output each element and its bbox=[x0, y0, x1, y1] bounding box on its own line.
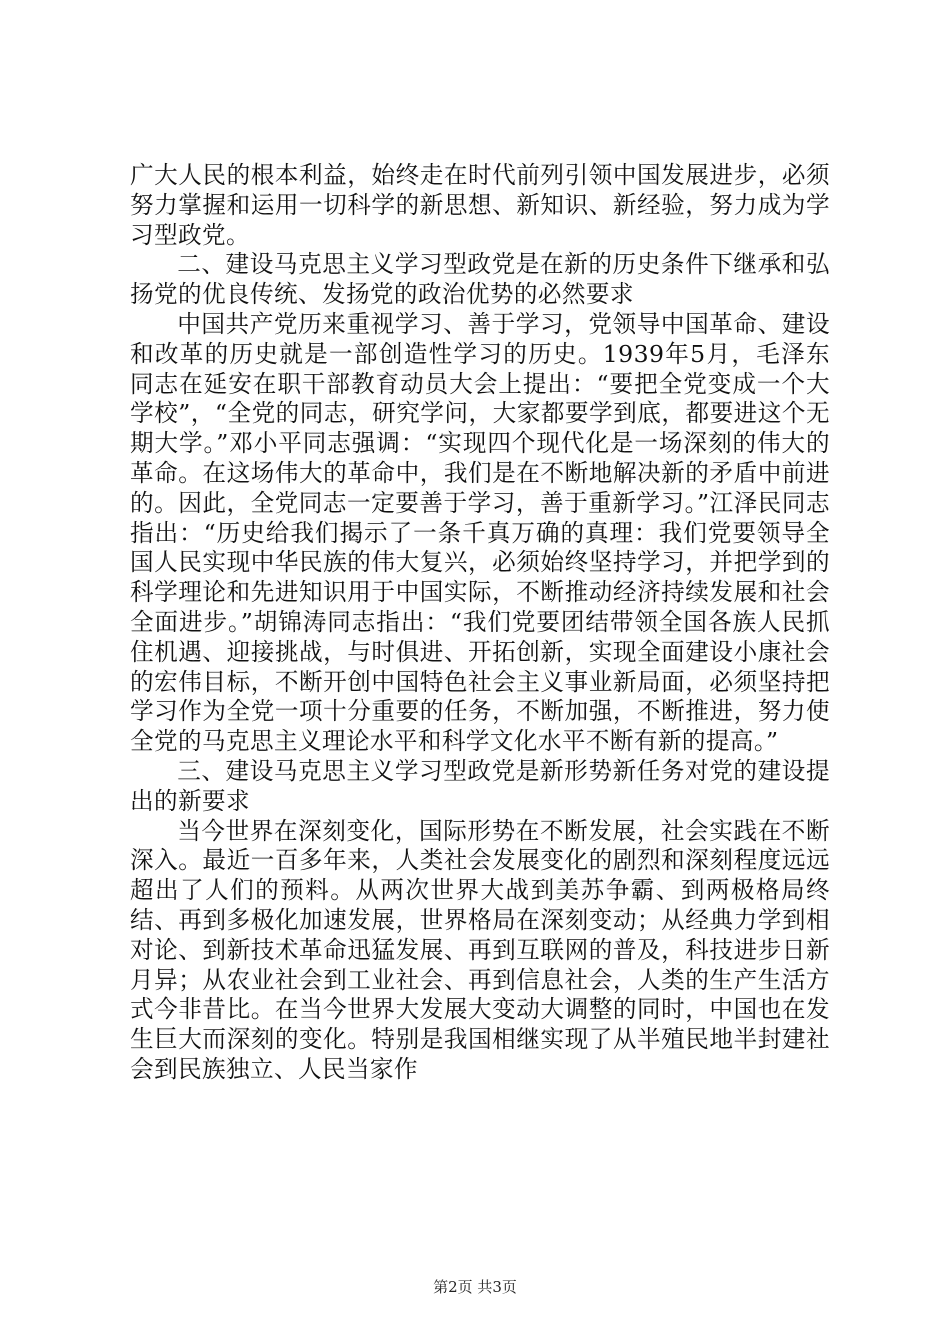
paragraph-5: 当今世界在深刻变化，国际形势在不断发展，社会实践在不断深入。最近一百多年来，人类社会发展变化的剧烈和深刻程度远远超出了人们的预料。从两次世界大战到美苏争霸、到两极格局终结、再到多极化加速发展，世界格局在深刻变动；从经典力学到相对论、到新技术革命迅猛发展、再到互联网的普及，科技进步日新月异；从农业社会到工业社会、再到信息社会，人类的生产生活方式今非昔比。在当今世界大发展大变动大调整的同时，中国也在发生巨大而深刻的变化。特别是我国相继实现了从半殖民地半封建社会到民族独立、人民当家作 bbox=[130, 816, 830, 1083]
section-heading-3: 三、建设马克思主义学习型政党是新形势新任务对党的建设提出的新要求 bbox=[130, 756, 830, 815]
document-body bbox=[130, 161, 830, 1085]
section-heading-2: 二、建设马克思主义学习型政党是在新的历史条件下继承和弘扬党的优良传统、发扬党的政治优势的必然要求 bbox=[130, 250, 830, 309]
page-number-footer: 第2页 共3页 bbox=[433, 1278, 517, 1296]
paragraph-3: 中国共产党历来重视学习、善于学习，党领导中国革命、建设和改革的历史就是一部创造性学习的历史。1939年5月，毛泽东同志在延安在职干部教育动员大会上提出：“要把全党变成一个大学校”，“全党的同志，研究学问，大家都要学到底，都要进这个无期大学。”邓小平同志强调：“实现四个现代化是一场深刻的伟大的革命。在这场伟大的革命中，我们是在不断地解决新的矛盾中前进的。因此，全党同志一定要善于学习，善于重新学习。”江泽民同志指出：“历史给我们揭示了一条千真万确的真理：我们党要领导全国人民实现中华民族的伟大复兴，必须始终坚持学习，并把学到的科学理论和先进知识用于中国实际，不断推动经济持续发展和社会全面进步。”胡锦涛同志指出：“我们党要团结带领全国各族人民抓住机遇、迎接挑战，与时俱进、开拓创新，实现全面建设小康社会的宏伟目标，不断开创中国特色社会主义事业新局面，必须坚持把学习作为全党一项十分重要的任务，不断加强，不断推进，努力使全党的马克思主义理论水平和科学文化水平不断有新的提高。” bbox=[130, 309, 830, 756]
paragraph-1: 广大人民的根本利益，始终走在时代前列引领中国发展进步，必须努力掌握和运用一切科学的新思想、新知识、新经验，努力成为学习型政党。 bbox=[130, 161, 830, 249]
